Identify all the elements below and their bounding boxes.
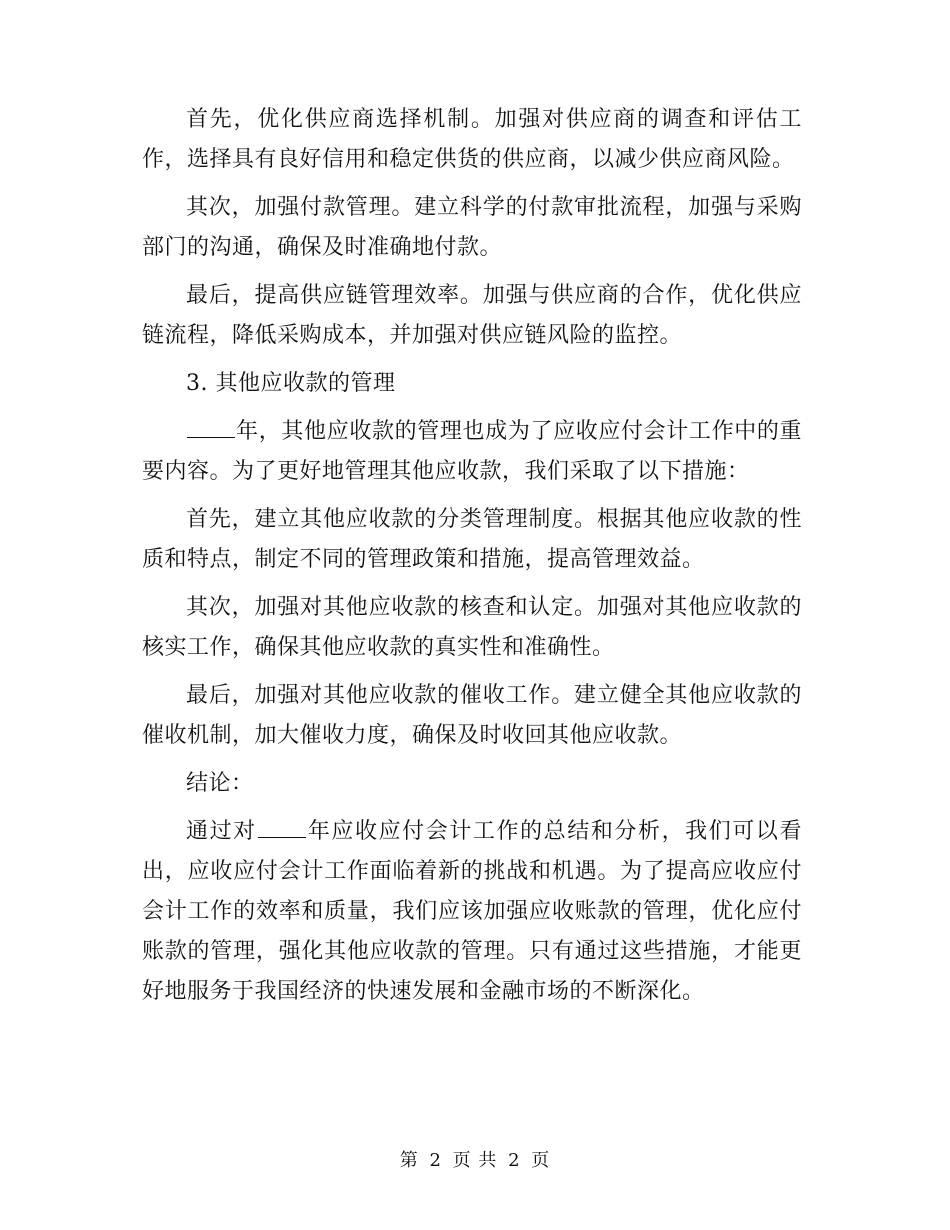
page-footer xyxy=(0,1146,950,1172)
year-blank xyxy=(187,415,235,438)
footer-current-page: 2 xyxy=(429,1150,442,1171)
document-body xyxy=(142,100,802,1020)
paragraph-classification-system: 首先，建立其他应收款的分类管理制度。根据其他应收款的性质和特点，制定不同的管理政策和措施，提高管理效益。 xyxy=(142,507,802,572)
footer-suffix: 页 xyxy=(531,1150,551,1171)
footer-prefix: 第 xyxy=(399,1150,419,1171)
footer-mid: 页 共 xyxy=(452,1150,498,1171)
year-blank xyxy=(258,815,306,838)
paragraph-supplier-selection: 首先，优化供应商选择机制。加强对供应商的调查和评估工作，选择具有良好信用和稳定供货的供应商，以减少供应商风险。 xyxy=(142,107,802,172)
paragraph-collection: 最后，加强对其他应收款的催收工作。建立健全其他应收款的催收机制，加大催收力度，确保及时收回其他应收款。 xyxy=(142,683,802,748)
paragraph-conclusion xyxy=(142,812,802,1012)
paragraph-text: 年应收应付会计工作的总结和分析，我们可以看出，应收应付会计工作面临着新的挑战和机遇。为了提高应收应付会计工作的效率和质量，我们应该加强应收账款的管理，优化应付账款的管理，强化其他应收款的管理。只有通过这些措施，才能更好地服务于我国经济的快速发展和金融市场的不断深化。 xyxy=(142,819,802,1004)
paragraph-text: 通过对 xyxy=(186,819,257,844)
paragraph-verification: 其次，加强对其他应收款的核查和认定。加强对其他应收款的核实工作，确保其他应收款的真实性和准确性。 xyxy=(142,595,802,660)
footer-total-pages: 2 xyxy=(508,1150,521,1171)
paragraph-text: 年，其他应收款的管理也成为了应收应付会计工作中的重要内容。为了更好地管理其他应收款，我们采取了以下措施： xyxy=(142,419,802,484)
paragraph-payment-management: 其次，加强付款管理。建立科学的付款审批流程，加强与采购部门的沟通，确保及时准确地付款。 xyxy=(142,195,802,260)
conclusion-heading: 结论： xyxy=(186,771,254,796)
paragraph-supply-chain-efficiency: 最后，提高供应链管理效率。加强与供应商的合作，优化供应链流程，降低采购成本，并加强对供应链风险的监控。 xyxy=(142,283,802,348)
paragraph-other-receivables-intro xyxy=(142,412,802,492)
section-heading-other-receivables: 3. 其他应收款的管理 xyxy=(186,371,396,396)
